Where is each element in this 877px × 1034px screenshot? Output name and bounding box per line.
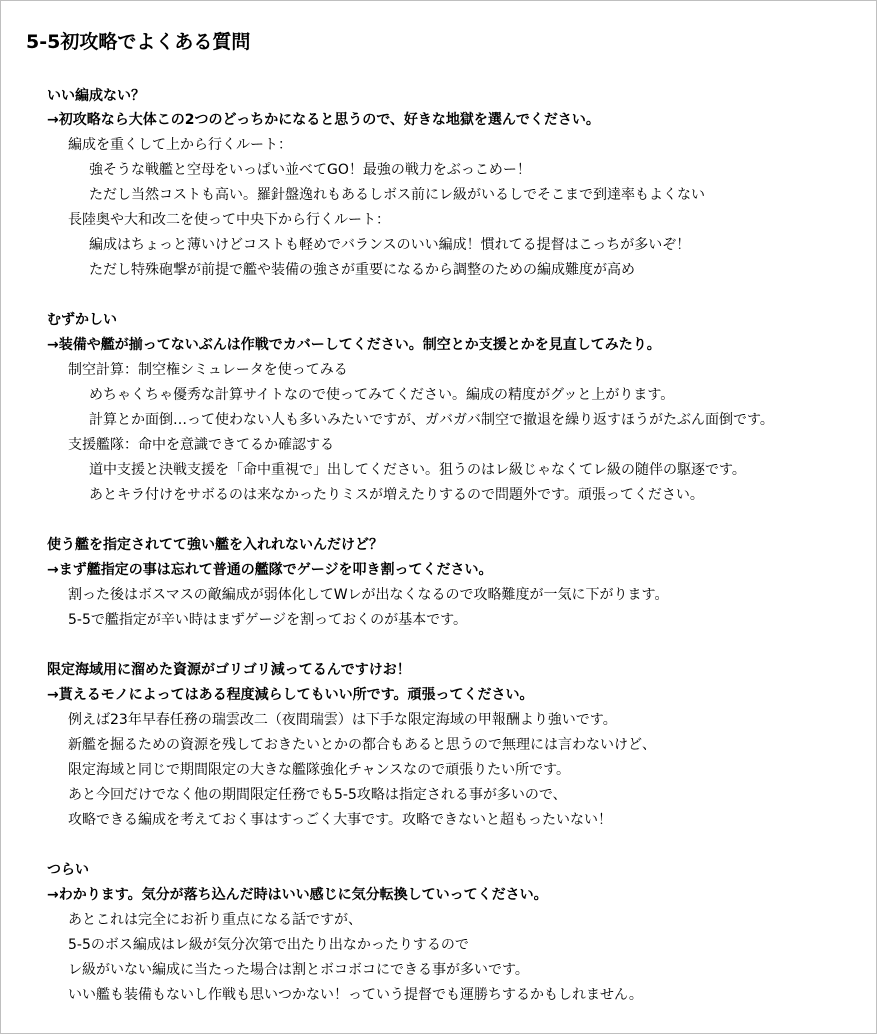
- faq-detail: 5-5で艦指定が辛い時はまずゲージを割っておくのが基本です。: [68, 612, 468, 628]
- faq-detail: あとキラ付けをサボるのは来なかったりミスが増えたりするので問題外です。頑張ってください。: [89, 487, 704, 503]
- faq-subheading: 制空計算：制空権シミュレータを使ってみる: [68, 362, 348, 378]
- faq-question: つらい: [47, 862, 89, 878]
- faq-subheading: 編成を重くして上から行くルート：: [68, 137, 292, 153]
- faq-detail: 編成はちょっと薄いけどコストも軽めでバランスのいい編成！慣れてる提督はこっちが多いぞ！: [89, 237, 691, 253]
- faq-detail: あとこれは完全にお祈り重点になる話ですが、: [68, 912, 362, 928]
- faq-question: むずかしい: [47, 312, 117, 328]
- faq-answer: →装備や艦が揃ってないぶんは作戦でカバーしてください。制空とか支援とかを見直してみたり。: [47, 337, 661, 353]
- faq-detail: 強そうな戦艦と空母をいっぱい並べてGO！最強の戦力をぶっこめー！: [89, 162, 531, 178]
- faq-subheading: 支援艦隊：命中を意識できてるか確認する: [68, 437, 334, 453]
- faq-detail: あと今回だけでなく他の期間限定任務でも5-5攻略は指定される事が多いので、: [68, 787, 567, 803]
- faq-answer: →貰えるモノによってはある程度減らしてもいい所です。頑張ってください。: [47, 687, 534, 703]
- faq-detail: 5-5のボス編成はレ級が気分次第で出たり出なかったりするので: [68, 937, 469, 953]
- page-title: 5-5初攻略でよくある質問: [26, 31, 251, 53]
- faq-detail: 限定海域と同じで期間限定の大きな艦隊強化チャンスなので頑張りたい所です。: [68, 762, 571, 778]
- faq-answer: →初攻略なら大体この2つのどっちかになると思うので、好きな地獄を選んでください。: [47, 112, 600, 128]
- faq-detail: 例えば23年早春任務の瑞雲改二（夜間瑞雲）は下手な限定海域の甲報酬より強いです。: [68, 712, 617, 728]
- faq-detail: 攻略できる編成を考えておく事はすっごく大事です。攻略できないと超もったいない！: [68, 812, 613, 828]
- faq-detail: 割った後はボスマスの敵編成が弱体化してWレが出なくなるので攻略難度が一気に下がります。: [68, 587, 669, 603]
- faq-detail: レ級がいない編成に当たった場合は割とボコボコにできる事が多いです。: [68, 962, 529, 978]
- faq-detail: 新艦を掘るための資源を残しておきたいとかの都合もあると思うので無理には言わないけど、: [68, 737, 656, 753]
- faq-subheading: 長陸奥や大和改二を使って中央下から行くルート：: [68, 212, 390, 228]
- faq-detail: 道中支援と決戦支援を「命中重視で」出してください。狙うのはレ級じゃなくてレ級の随伴の駆逐です。: [89, 462, 746, 478]
- faq-detail: いい艦も装備もないし作戦も思いつかない！っていう提督でも運勝ちするかもしれません。: [68, 987, 643, 1003]
- faq-detail: ただし特殊砲撃が前提で艦や装備の強さが重要になるから調整のための編成難度が高め: [89, 262, 635, 278]
- faq-detail: ただし当然コストも高い。羅針盤逸れもあるしボス前にレ級がいるしでそこまで到達率もよくない: [89, 187, 705, 203]
- faq-answer: →わかります。気分が落ち込んだ時はいい感じに気分転換していってください。: [47, 887, 548, 903]
- faq-question: いい編成ない？: [47, 88, 145, 104]
- faq-detail: めちゃくちゃ優秀な計算サイトなので使ってみてください。編成の精度がグッと上がります。: [89, 387, 675, 403]
- faq-question: 限定海域用に溜めた資源がゴリゴリ減ってるんですけお！: [47, 662, 411, 678]
- faq-question: 使う艦を指定されてて強い艦を入れれないんだけど？: [47, 537, 383, 553]
- faq-detail: 計算とか面倒…って使わない人も多いみたいですが、ガバガバ制空で撤退を繰り返すほうがたぶん面倒です。: [89, 412, 774, 428]
- faq-answer: →まず艦指定の事は忘れて普通の艦隊でゲージを叩き割ってください。: [47, 562, 493, 578]
